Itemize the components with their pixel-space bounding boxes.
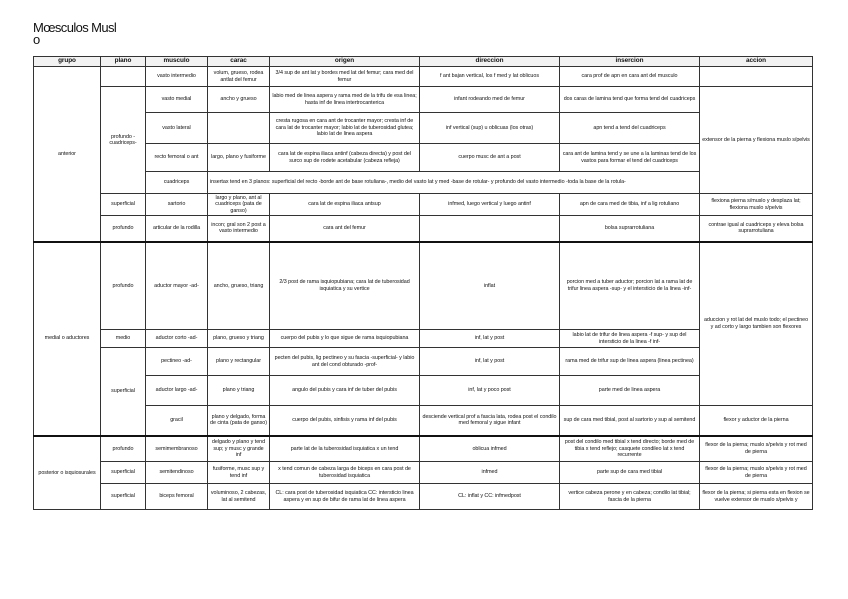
header-insercion: insercion — [560, 57, 700, 67]
cell-insercion: apn de cara med de tibia, inf a lig rotuliano — [560, 194, 700, 216]
cell-insercion: rama med de trifur sup de linea aspera (linea pectinea) — [560, 348, 700, 376]
cell-origen: 3/4 sup de ant lat y bordes med lat del femur; cara med del femur — [270, 67, 420, 87]
header-direccion: direccion — [420, 57, 560, 67]
cell-origen: cresta rugosa en cara ant de trocanter mayor; cresta inf de cara lat de trocanter mayor; labio lat de tuberosidad glutea; labio lat de linea aspera — [270, 113, 420, 144]
cell-origen: 2/3 post de rama isquiopubiana; cara lat de tuberosidad isquiatica y su vertice — [270, 242, 420, 330]
cell-plano — [101, 67, 146, 87]
cell-accion: flexor y aductor de la pierna — [700, 406, 813, 436]
cell-grupo: medial o aductores — [34, 242, 101, 436]
cell-plano: superficial — [101, 194, 146, 216]
cell-musculo: vasto intermedio — [146, 67, 208, 87]
cell-musculo: cuadriceps — [146, 172, 208, 194]
cell-direccion: inf vertical (sup) u oblicuas (los otras) — [420, 113, 560, 144]
cell-carac: plano y delgado, forma de cinta (pata de ganso) — [208, 406, 270, 436]
cell-insercion: cara ant de lamina tend y se une a la laminas tend de los vastos para formar el tend del cuadriceps — [560, 144, 700, 172]
cell-musculo: aductor corto -ad- — [146, 330, 208, 348]
cell-insercion: bolsa suprarrotuliana — [560, 216, 700, 242]
cell-carac: plano y triang — [208, 376, 270, 406]
cell-musculo: gracil — [146, 406, 208, 436]
cell-accion: flexiona pierna s/muslo y desplaza lat; flexiona muslo s/pelvis — [700, 194, 813, 216]
cell-origen: cuerpo del pubis y lo que sigue de rama isquiopubiana — [270, 330, 420, 348]
cell-accion: aduccion y rot lat del muslo todo; el pectineo y ad corto y largo tambien son flexores — [700, 242, 813, 406]
header-row — [34, 57, 813, 67]
cell-insercion: cara prof de apn en cara ant del musculo — [560, 67, 700, 87]
cell-plano: profundo — [101, 436, 146, 462]
cell-plano: medio — [101, 330, 146, 348]
header-origen: origen — [270, 57, 420, 67]
cell-insercion: parte sup de cara med tibial — [560, 462, 700, 484]
cell-plano: profundo — [101, 216, 146, 242]
cell-insercion: parte med de linea aspera — [560, 376, 700, 406]
muscle-table — [33, 56, 813, 510]
cell-carac: ancho, grueso, triang — [208, 242, 270, 330]
title-line-2: o — [33, 32, 40, 47]
cell-musculo: aductor mayor -ad- — [146, 242, 208, 330]
table-row — [34, 348, 813, 376]
cell-accion: extensor de la pierna y flexiona muslo s/pelvis — [700, 87, 813, 194]
cell-musculo: sartorio — [146, 194, 208, 216]
cell-origen: cara lat de espina iliaca antsup — [270, 194, 420, 216]
cell-direccion: desciende vertical prof a fascia lata, rodea post el condilo med femoral y sigue infant — [420, 406, 560, 436]
cell-carac: plano y rectangular — [208, 348, 270, 376]
cell-origen: labio med de linea aspera y rama med de la trifu de esa linea; hasta inf de linea intertrocanterica — [270, 87, 420, 113]
table-row — [34, 216, 813, 242]
table-row — [34, 406, 813, 436]
table-row — [34, 67, 813, 87]
cell-carac: ancho y grueso — [208, 87, 270, 113]
cell-insercion: sup de cara med tibial, post al sartorio y sup al semitend — [560, 406, 700, 436]
cell-plano: profundo -cuadriceps- — [101, 87, 146, 194]
header-carac: carac — [208, 57, 270, 67]
table-row — [34, 144, 813, 172]
cell-grupo: posterior o isquiosurales — [34, 436, 101, 510]
cell-direccion: CL: inflat y CC: infmedpost — [420, 484, 560, 510]
cell-direccion: oblicua infmed — [420, 436, 560, 462]
table-row — [34, 194, 813, 216]
cell-musculo: pectineo -ad- — [146, 348, 208, 376]
cell-musculo: vasto medial — [146, 87, 208, 113]
cell-direccion: inflat — [420, 242, 560, 330]
cell-insercion: porcion med a tuber aductor; porcion lat a rama lat de trifur linea aspera -sup- y el intersticio de la linea -inf- — [560, 242, 700, 330]
header-musculo: musculo — [146, 57, 208, 67]
cell-direccion: infmed, luego vertical y luego antinf — [420, 194, 560, 216]
cell-carac: volum, grueso, rodea antlat del femur — [208, 67, 270, 87]
cell-span-text: insertax tend en 3 planos: superficial del recto -borde ant de base rotuliana-, medio del vasto lat y med -base de rotular- y profundo del vasto intermedio -toda la base de la rotula- — [208, 172, 700, 194]
table-row — [34, 330, 813, 348]
cell-accion: flexor de la pierna; si pierna esta en flexion se vuelve extensor de muslo s/pelvis y — [700, 484, 813, 510]
table-row — [34, 436, 813, 462]
cell-origen: parte lat de la tuberosidad isquiatica x un tend — [270, 436, 420, 462]
cell-insercion: post del condilo med tibial x tend directo; borde med de tibia x tend reflejo; casquete condileo lat x tend recurrente — [560, 436, 700, 462]
cell-plano: profundo — [101, 242, 146, 330]
cell-origen: angulo del pubis y cara inf de tuber del pubis — [270, 376, 420, 406]
cell-plano: superficial — [101, 484, 146, 510]
cell-accion: contrae igual al cuadriceps y eleva bolsa suprarrotuliana — [700, 216, 813, 242]
cell-musculo: aductor largo -ad- — [146, 376, 208, 406]
cell-accion — [700, 67, 813, 87]
cell-carac: voluminoso, 2 cabezas, lat al semitend — [208, 484, 270, 510]
cell-origen: cara ant del femur — [270, 216, 420, 242]
cell-carac: largo y plano, ant al cuadriceps (pata de ganso) — [208, 194, 270, 216]
cell-direccion: f ant bajan vertical, los f med y lat oblicuos — [420, 67, 560, 87]
cell-carac: largo, plano y fusiforme — [208, 144, 270, 172]
cell-insercion: labio lat de trifur de linea aspera -f sup- y sup del intersticio de la linea -f inf- — [560, 330, 700, 348]
table-row — [34, 172, 813, 194]
cell-direccion: inf, lat y poco post — [420, 376, 560, 406]
cell-musculo: recto femoral o ant — [146, 144, 208, 172]
cell-musculo: semimembranoso — [146, 436, 208, 462]
cell-insercion: dos caras de lamina tend que forma tend del cuadriceps — [560, 87, 700, 113]
cell-musculo: biceps femoral — [146, 484, 208, 510]
cell-carac — [208, 113, 270, 144]
cell-origen: x tend comun de cabeza larga de biceps en cara post de tuberosidad isquiatica — [270, 462, 420, 484]
cell-grupo: anterior — [34, 67, 101, 242]
header-plano: plano — [101, 57, 146, 67]
cell-accion: flexor de la pierna; muslo s/pelvis y rot med de pierna — [700, 462, 813, 484]
cell-direccion — [420, 216, 560, 242]
header-accion: accion — [700, 57, 813, 67]
cell-carac: delgado y plano y tend sup; y musc y grande inf — [208, 436, 270, 462]
table-row — [34, 376, 813, 406]
cell-direccion: infant rodeando med de femur — [420, 87, 560, 113]
table-row — [34, 242, 813, 330]
header-grupo: grupo — [34, 57, 101, 67]
cell-plano: superficial — [101, 348, 146, 436]
cell-origen: pecten del pubis, lig pectineo y su fascia -superficial- y labio ant del cond obturado -prof- — [270, 348, 420, 376]
table-row — [34, 462, 813, 484]
cell-direccion: inf, lat y post — [420, 348, 560, 376]
cell-carac: fusiforme, musc sup y tend inf — [208, 462, 270, 484]
cell-direccion: cuerpo musc de ant a post — [420, 144, 560, 172]
cell-carac: incon; gral son 2 post a vasto intermedio — [208, 216, 270, 242]
cell-plano: superficial — [101, 462, 146, 484]
table-row — [34, 113, 813, 144]
cell-musculo: semitendinoso — [146, 462, 208, 484]
title-line-1: Mœsculos Musl — [33, 20, 117, 35]
cell-musculo: articular de la rodilla — [146, 216, 208, 242]
cell-origen: CL: cara post de tuberosidad isquiatica CC: intersticio linea aspera y en sup de bifur de rama lat de linea aspera — [270, 484, 420, 510]
document-title — [33, 22, 116, 46]
cell-accion: flexor de la pierna; muslo s/pelvis y rot med de pierna — [700, 436, 813, 462]
cell-insercion: apn tend a tend del cuadriceps — [560, 113, 700, 144]
cell-direccion: inf, lat y post — [420, 330, 560, 348]
cell-direccion: infmed — [420, 462, 560, 484]
table-row — [34, 87, 813, 113]
table-row — [34, 484, 813, 510]
cell-carac: plano, grueso y triang — [208, 330, 270, 348]
cell-musculo: vasto lateral — [146, 113, 208, 144]
cell-origen: cara lat de espina iliaca antinf (cabeza directa) y post del surco sup de rodete acetabular (cabeza refleja) — [270, 144, 420, 172]
cell-origen: cuerpo del pubis, sinfisis y rama inf del pubis — [270, 406, 420, 436]
cell-insercion: vertice cabeza perone y en cabeza; condilo lat tibial; fascia de la pierna — [560, 484, 700, 510]
